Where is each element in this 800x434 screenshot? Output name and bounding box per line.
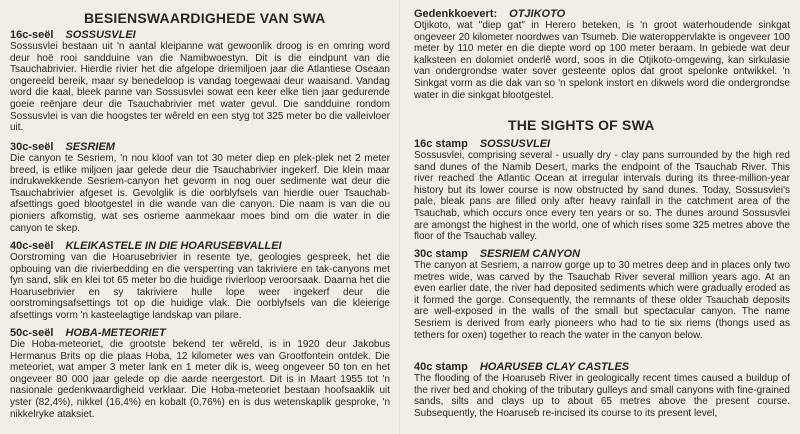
gedenk-code: Gedenkkoevert:: [414, 8, 498, 20]
af-30c-heading: [10, 141, 115, 153]
stamp-name: SOSSUSVLEI: [479, 138, 551, 150]
stamp-name: SESRIEM: [65, 141, 115, 153]
gedenk-text: Otjikoto, wat "diep gat" in Herero beteken, is 'n groot waterhoudende sinkgat ongeveer 20 kilometer noordwes van Tsumeb. Die wateroppervlakte is ongeveer 100 meter by 110 meter en die diepte word op 100 meter beraam. In gebiede wat deur kalksteen en dolomiet onderlê word, soos in die Otjikoto-omgewing, kan sirkulasie van ondergrondse water sover gesteente oplos dat groot spelonke ontwikkel. 'n Sinkgat vorm as die dak van so 'n spelonk instort en dikwels word die ondergrondse water in die sinkgat blootgestel.: [414, 20, 790, 101]
stamp-code: 50c-seël: [10, 327, 54, 339]
stamp-name: HOBA-METEORIET: [65, 327, 166, 339]
stamp-code: 40c-seël: [10, 240, 54, 252]
af-40c-heading: [10, 240, 282, 252]
gedenk-heading: [414, 8, 565, 20]
en-40c-heading: [414, 361, 629, 373]
af-30c-text: Die canyon te Sesriem, 'n nou kloof van tot 30 meter diep en plek-plek net 2 meter breed, is etlike miljoen jaar gelede deur die Tsauchabrivier ingekerf. Die klein maar indrukwekkende Sesriem-canyon het gevorm in nog ouer sedimente wat deur die Tsauchabrivier afgeset is. Gevolglik is die oorblyfsels van hierdie ouer Tsauchab-afsettings goed blootgestel in die wande van die canyon. Die naam is van die ou pioniers afkomstig, wat ses osrieme aanmekaar moes bind om die water in die canyon te skep.: [10, 153, 390, 234]
stamp-code: 16c-seël: [10, 29, 54, 41]
gedenk-name: OTJIKOTO: [509, 8, 566, 20]
stamp-code: 30c-seël: [10, 141, 54, 153]
stamp-name: SESRIEM CANYON: [479, 248, 581, 260]
af-50c-text: Die Hoba-meteoriet, die grootste bekend ter wêreld, is in 1920 deur Jakobus Hermanus Brits op die plaas Hoba, 12 kilometer wes van Grootfontein ontdek. Die meteoriet, wat amper 3 meter lank en 1 meter dik is, weeg ongeveer 50 ton en het ongeveer 80 000 jaar gelede op die aarde neergestort. Dit is in Maart 1955 tot 'n nasionale gedenkwaardigheid verklaar. Die Hoba-meteoriet bestaan hoofsaaklik uit yster (82,4%), nikkel (16,4%) en kobalt (0,76%) en is dus wetenskaplik gesproke, 'n nikkelryke ataksiet.: [10, 339, 390, 420]
stamp-name: KLEIKASTELE IN DIE HOARUSEBVALLEI: [65, 240, 282, 252]
stamp-code: 30c stamp: [414, 248, 468, 260]
af-50c-heading: [10, 327, 166, 339]
english-title: THE SIGHTS OF SWA: [508, 117, 655, 133]
en-30c-heading: [414, 248, 580, 260]
af-16c-heading: [10, 29, 136, 41]
stamp-name: HOARUSEB CLAY CASTLES: [479, 361, 630, 373]
fold-line: [399, 0, 400, 434]
stamp-name: SOSSUSVLEI: [65, 29, 136, 41]
stamp-code: 16c stamp: [414, 138, 468, 150]
en-16c-heading: [414, 138, 550, 150]
afrikaans-title: BESIENSWAARDIGHEDE VAN SWA: [84, 10, 326, 26]
en-30c-text: The canyon at Sesriem, a narrow gorge up to 30 metres deep and in places only two metres wide, was carved by the Tsauchab River several million years ago. At an even earlier date, the river had deposited sediments which were gradually eroded as it formed the gorge. Consequently, the remnants of these older Tsauchab deposits are well-exposed in the walls of the small but spectacular canyon. The name Sesriem is derived from early pioneers who had to tie six riems (thongs used as tethers for oxen) together to reach the water in the canyon below.: [414, 260, 790, 341]
af-40c-text: Oorstroming van die Hoarusebrivier in resente tye, geologies gespreek, het die opbouing van die rivierbedding en die versperring van takriviere en tak-canyons met fyn sand, slik en klei tot 65 meter bo die huidige rivierloop veroorsaak. Daarna het die Hoarusebrivier en sy takriviere hulle lope weer ingekerf deur die oorstromingsafsettings tot op die huidige vlak. Die oorblyfsels van die kleierige afsettings vorm 'n kasteelagtige landskap van pilare.: [10, 252, 390, 321]
stamp-code: 40c stamp: [414, 361, 468, 373]
en-40c-text: The flooding of the Hoaruseb River in geologically recent times caused a buildup of the river bed and choking of the tributary gulleys and small canyons with fine-grained sands, silts and clays up to about 65 metres above the present course. Subsequently, the Hoaruseb re-incised its course to its present level,: [414, 373, 790, 419]
af-16c-text: Sossusvlei bestaan uit 'n aantal kleipanne wat gewoonlik droog is en omring word deur hoë rooi sandduine van die Namibwoestyn. Dit is die eindpunt van die Tsauchabrivier. Hierdie rivier het die afgelope driemiljoen jaar die Atlantiese Oseaan ongereeld bereik, maar sy benedeloop is vandag toegewaai deur waaisand. Vandag word die kaal, bleek panne van Sossusvlei sowat een keer elke tien jaar gedurende goeie reënjare deur die Tsauchabrivier met water gevul. Die sandduine rondom Sossusvlei is van die hoogstes ter wêreld en een styg tot 325 meter bo die valleivloer uit.: [10, 41, 390, 134]
en-16c-text: Sossusvlei, comprising several - usually dry - clay pans surrounded by the high red sand dunes of the Namib Desert, marks the endpoint of the Tsauchab River. This river reached the Atlantic Ocean at irregular intervals during its three-million-year history but its lower course is now obstructed by sand dunes. Today, Sossusvlei's pale, bleak pans are filled only after heavy rainfall in the catchment area of the Tsauchab, which occurs once every ten years or so. The dunes around Sossusvlei are amongst the highest in the world, one of which rises some 325 metres above the floor of the Tsauchab valley.: [414, 150, 790, 243]
